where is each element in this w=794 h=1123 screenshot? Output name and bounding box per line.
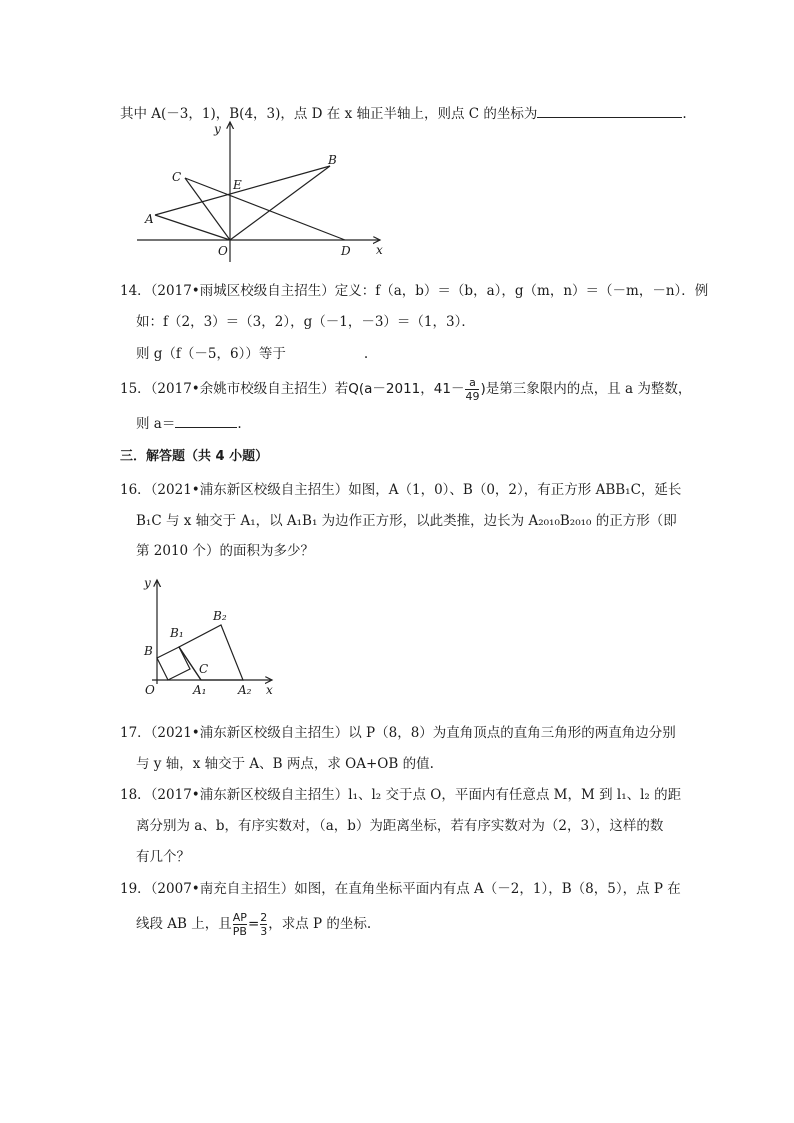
q16-label-A1: A₁ bbox=[193, 683, 207, 697]
q13-line1: 其中 A(－3，1)，B(4，3)，点 D 在 x 轴正半轴上，则点 C 的坐标为 . bbox=[120, 103, 687, 124]
q13-text: 其中 A(－3，1)，B(4，3)，点 D 在 x 轴正半轴上，则点 C 的坐标为 bbox=[120, 106, 538, 122]
q16-line2: B₁C 与 x 轴交于 A₁，以 A₁B₁ 为边作正方形，以此类推，边长为 A₂₀₁₀B₂₀₁₀ 的正方形（即 bbox=[136, 513, 677, 529]
q13-label-C: C bbox=[172, 170, 182, 184]
q19-line2: 线段 AB 上，且 $\frac{AP}{PB}$ = $\frac{2}{3}$ ，求点 P 的坐标. bbox=[136, 911, 372, 938]
q17-line2: 与 y 轴，x 轴交于 A、B 两点，求 OA+OB 的值. bbox=[136, 756, 434, 772]
q16-label-A2: A₂ bbox=[238, 683, 252, 697]
q16-label-x: x bbox=[266, 683, 273, 697]
q16-label-O: O bbox=[145, 683, 155, 697]
q15-answer-blank[interactable] bbox=[175, 413, 237, 428]
q16-label-C: C bbox=[199, 662, 209, 676]
q16-label-B2: B₂ bbox=[213, 609, 227, 623]
q14-line3: 则 g（f（－5，6））等于 . bbox=[136, 343, 368, 364]
q16-square-2 bbox=[179, 625, 243, 680]
q13-label-E: E bbox=[233, 178, 242, 192]
q19-fraction-ap-pb: $\frac{AP}{PB}$ bbox=[232, 911, 247, 938]
q16-square-1 bbox=[157, 647, 190, 680]
q15-line2: 则 a＝ . bbox=[136, 413, 242, 434]
q14-answer-blank[interactable] bbox=[286, 343, 364, 358]
q15-fraction: $\frac{a}{49}$ bbox=[465, 376, 480, 403]
q13-line-C-D bbox=[185, 178, 345, 240]
q14-line2: 如：f（2，3）＝（3，2），g（－1，－3）＝（1，3）． bbox=[136, 314, 475, 330]
q18-line3: 有几个？ bbox=[136, 849, 190, 865]
q19-line1: 19．（2007•南充自主招生）如图，在直角坐标平面内有点 A（－2，1），B（8，5），点 P 在 bbox=[120, 881, 681, 897]
q16-line3: 第 2010 个）的面积为多少？ bbox=[136, 543, 314, 559]
q13-label-y: y bbox=[214, 122, 221, 136]
q16-line1: 16．（2021•浦东新区校级自主招生）如图，A（1，0）、B（0，2），有正方形 ABB₁C，延长 bbox=[120, 482, 682, 498]
q17-line1: 17．（2021•浦东新区校级自主招生）以 P（8，8）为直角顶点的直角三角形的两直角边分别 bbox=[120, 725, 676, 741]
q13-label-x: x bbox=[376, 243, 383, 257]
q16-line-A1-B1 bbox=[179, 647, 201, 680]
q18-line2: 离分别为 a、b，有序实数对，（a，b）为距离坐标，若有序实数对为（2，3），这样的数 bbox=[136, 818, 664, 834]
q14-line1: 14．（2017•雨城区校级自主招生）定义：f（a，b）＝（b，a），g（m，n）＝（－m，－n）．例 bbox=[120, 283, 709, 299]
q19-fraction-2-3: $\frac{2}{3}$ bbox=[260, 911, 268, 938]
q16-label-B1: B₁ bbox=[170, 626, 184, 640]
q16-figure bbox=[140, 575, 280, 697]
q13-label-O: O bbox=[218, 244, 228, 258]
q13-figure bbox=[135, 118, 390, 268]
q13-label-B: B bbox=[328, 153, 337, 167]
q13-label-A: A bbox=[145, 212, 154, 226]
q15-line1: 15．（2017•余姚市校级自主招生）若Q(a－2011，41－ $\frac{a}{49}$ )是第三象限内的点，且 a 为整数， bbox=[120, 376, 692, 403]
q13-label-D: D bbox=[341, 244, 351, 258]
q16-label-B: B bbox=[144, 644, 153, 658]
q16-label-y: y bbox=[144, 576, 151, 590]
q13-answer-blank[interactable] bbox=[537, 103, 682, 118]
section3-title: 三．解答题（共 4 小题） bbox=[120, 449, 269, 464]
q18-line1: 18．（2017•浦东新区校级自主招生）l₁、l₂ 交于点 O，平面内有任意点 M，M 到 l₁、l₂ 的距 bbox=[120, 787, 682, 803]
q13-line-A-O bbox=[155, 215, 230, 240]
q13-line-A-B bbox=[155, 166, 330, 215]
